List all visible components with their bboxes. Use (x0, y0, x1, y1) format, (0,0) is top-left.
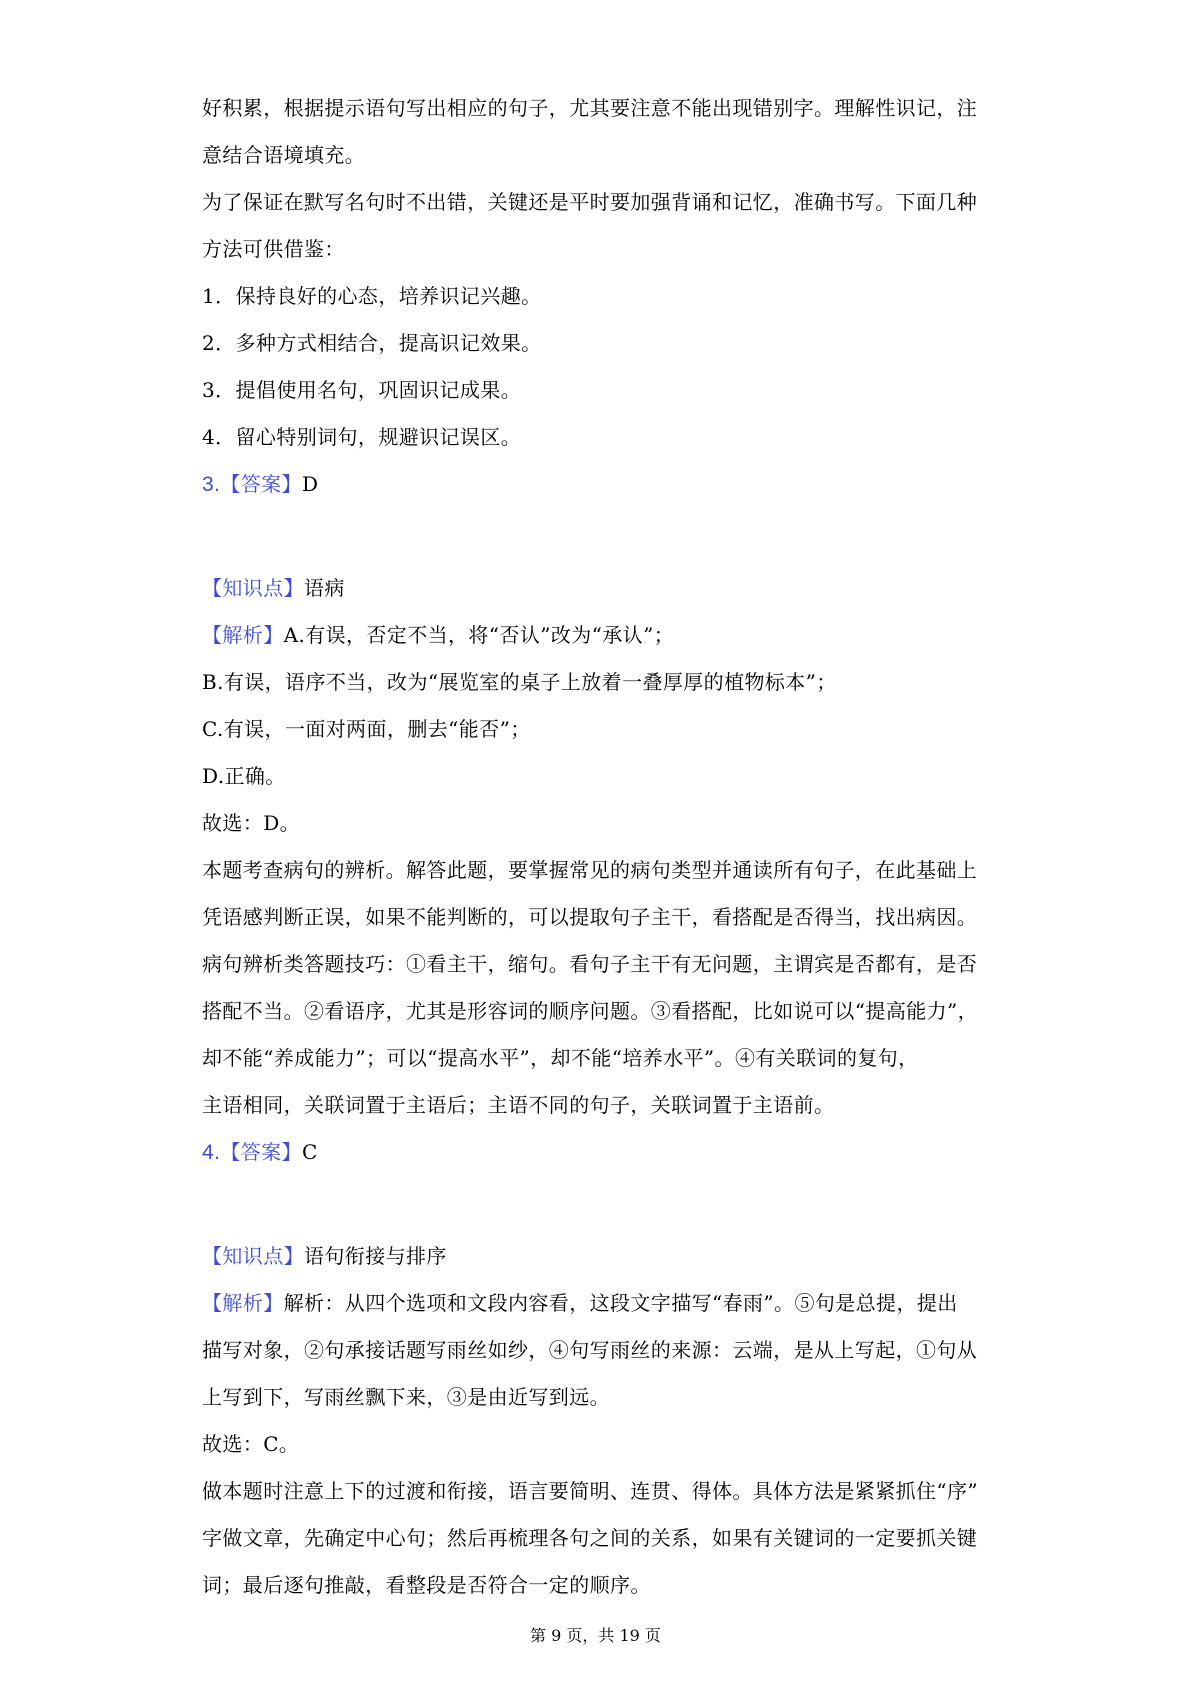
q4-knowledge: 语句衔接与排序 (304, 1244, 447, 1268)
q3-knowledge-line (202, 574, 345, 602)
q3-answer: D (301, 472, 319, 496)
text-line: 上写到下，写雨丝飘下来，③是由近写到远。 (202, 1385, 610, 1409)
text-line: B.有误，语序不当，改为“展览室的桌子上放着一叠厚厚的植物标本”； (202, 670, 837, 694)
text-line: 搭配不当。②看语序，尤其是形容词的顺序问题。③看搭配，比如说可以“提高能力”， (202, 999, 979, 1023)
page-footer: 第 9 页，共 19 页 (530, 1626, 661, 1645)
text-line: 描写对象，②句承接话题写雨丝如纱，④句写雨丝的来源：云端，是从上写起，①句从 (202, 1338, 978, 1362)
text-line: D.正确。 (202, 764, 286, 788)
text-line: 2．多种方式相结合，提高识记效果。 (202, 331, 542, 355)
analysis-tag: 【解析】 (202, 1291, 284, 1315)
text-line: 3．提倡使用名句，巩固识记成果。 (202, 378, 522, 402)
answer-tag: 【答案】 (220, 472, 302, 496)
text-line: 病句辨析类答题技巧：①看主干，缩句。看句子主干有无问题，主谓宾是否都有，是否 (202, 952, 978, 976)
text-line: 做本题时注意上下的过渡和衔接，语言要简明、连贯、得体。具体方法是紧紧抓住“序” (202, 1479, 979, 1503)
text-line: 主语相同，关联词置于主语后；主语不同的句子，关联词置于主语前。 (202, 1093, 835, 1117)
text-line: 字做文章，先确定中心句；然后再梳理各句之间的关系，如果有关键词的一定要抓关键 (202, 1526, 978, 1550)
text-line: 故选：C。 (202, 1432, 300, 1456)
answer-tag: 【答案】 (220, 1140, 302, 1164)
q4-knowledge-line (202, 1242, 447, 1270)
q3-answer-line (202, 470, 318, 499)
text-line: 故选：D。 (202, 811, 301, 835)
q3-knowledge: 语病 (304, 576, 345, 600)
text-line: 4．留心特别词句，规避识记误区。 (202, 425, 522, 449)
text-line: 本题考查病句的辨析。解答此题，要掌握常见的病句类型并通读所有句子，在此基础上 (202, 858, 978, 882)
text-line: 凭语感判断正误，如果不能判断的，可以提取句子主干，看搭配是否得当，找出病因。 (202, 905, 978, 929)
text-line: 为了保证在默写名句时不出错，关键还是平时要加强背诵和记忆，准确书写。下面几种 (202, 190, 978, 214)
text-line: 意结合语境填充。 (202, 143, 366, 167)
text-line: 1．保持良好的心态，培养识记兴趣。 (202, 284, 542, 308)
text-line: 好积累，根据提示语句写出相应的句子，尤其要注意不能出现错别字。理解性识记，注 (202, 96, 978, 120)
analysis-tag: 【解析】 (202, 623, 284, 647)
text-line: 词；最后逐句推敲，看整段是否符合一定的顺序。 (202, 1573, 651, 1597)
q4-answer-line (202, 1138, 318, 1167)
q4-number: 4. (202, 1141, 221, 1164)
q4-analysis-first: 解析：从四个选项和文段内容看，这段文字描写“春雨”。⑤句是总提，提出 (283, 1291, 958, 1315)
knowledge-tag: 【知识点】 (202, 1244, 304, 1268)
q4-analysis-line (202, 1289, 958, 1317)
knowledge-tag: 【知识点】 (202, 576, 304, 600)
q4-answer: C (301, 1140, 318, 1164)
q3-number: 3. (202, 473, 221, 496)
text-line: 方法可供借鉴： (202, 237, 345, 261)
text-line: 却不能“养成能力”；可以“提高水平”，却不能“培养水平”。④有关联词的复句， (202, 1046, 919, 1070)
text-line: C.有误，一面对两面，删去“能否”； (202, 717, 531, 741)
q3-analysis-first: A.有误，否定不当，将“否认”改为“承认”； (283, 623, 675, 647)
q3-analysis-line (202, 621, 674, 649)
